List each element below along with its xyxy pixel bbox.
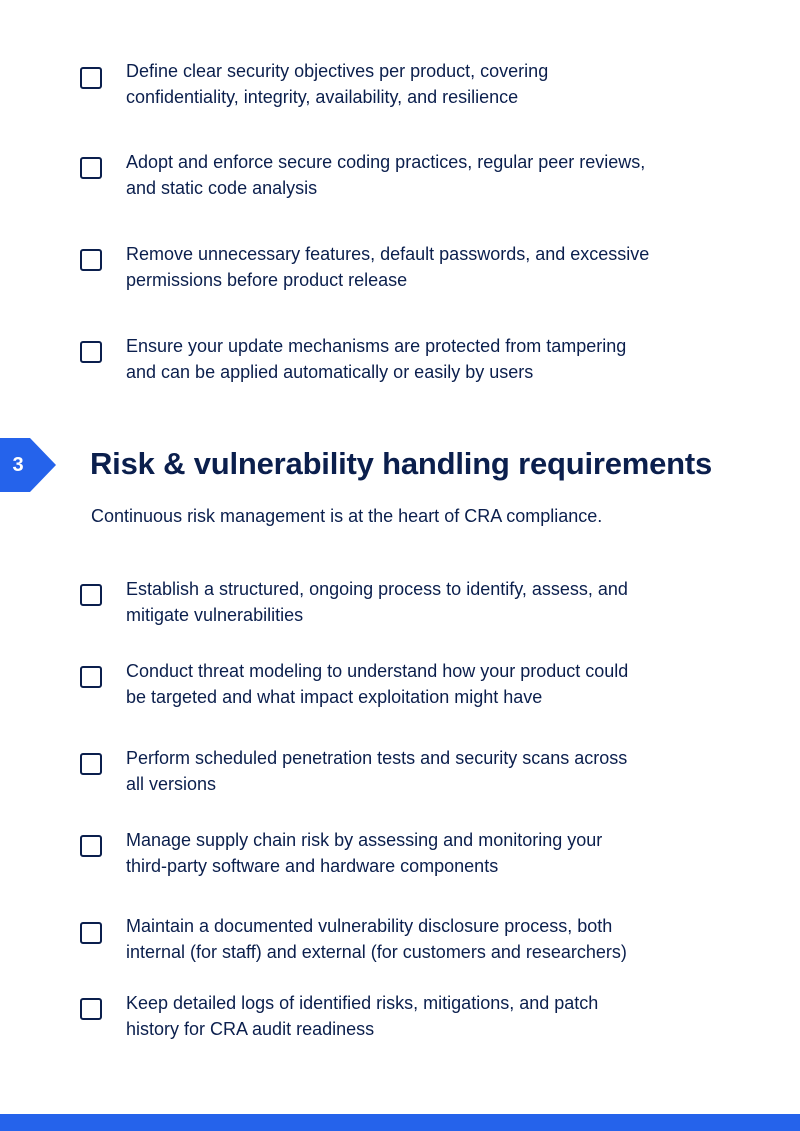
checklist-item-text: Define clear security objectives per product, covering confidentiality, integrity, availability, and resilience [126, 61, 549, 107]
checklist-item-text: Perform scheduled penetration tests and security scans across all versions [126, 748, 628, 794]
checkbox[interactable] [80, 584, 102, 606]
section-number-badge [0, 438, 56, 492]
checklist-item-text: Keep detailed logs of identified risks, mitigations, and patch history for CRA audit readiness [126, 993, 599, 1039]
checklist-item-text: Maintain a documented vulnerability disclosure process, both internal (for staff) and external (for customers and researchers) [126, 916, 627, 962]
checkbox[interactable] [80, 998, 102, 1020]
section-title: Risk & vulnerability handling requirements [90, 446, 713, 481]
checkbox[interactable] [80, 835, 102, 857]
checklist-item-text: Ensure your update mechanisms are protected from tampering and can be applied automatically or easily by users [126, 336, 627, 382]
checkbox[interactable] [80, 922, 102, 944]
checkbox[interactable] [80, 666, 102, 688]
checkbox[interactable] [80, 157, 102, 179]
checklist-item-text: Adopt and enforce secure coding practices, regular peer reviews, and static code analysis [126, 152, 646, 198]
section-number: 3 [12, 453, 24, 476]
checkbox[interactable] [80, 249, 102, 271]
footer-accent-bar [0, 1114, 800, 1131]
section-subtitle: Continuous risk management is at the heart of CRA compliance. [91, 506, 603, 526]
checklist-item-text: Establish a structured, ongoing process to identify, assess, and mitigate vulnerabilities [126, 579, 628, 625]
checkbox[interactable] [80, 67, 102, 89]
checklist-item-text: Manage supply chain risk by assessing and monitoring your third-party software and hardware components [126, 830, 603, 876]
checkbox[interactable] [80, 341, 102, 363]
checklist-item-text: Conduct threat modeling to understand how your product could be targeted and what impact exploitation might have [126, 661, 629, 707]
checkbox[interactable] [80, 753, 102, 775]
checklist-item-text: Remove unnecessary features, default passwords, and excessive permissions before product release [126, 244, 650, 290]
